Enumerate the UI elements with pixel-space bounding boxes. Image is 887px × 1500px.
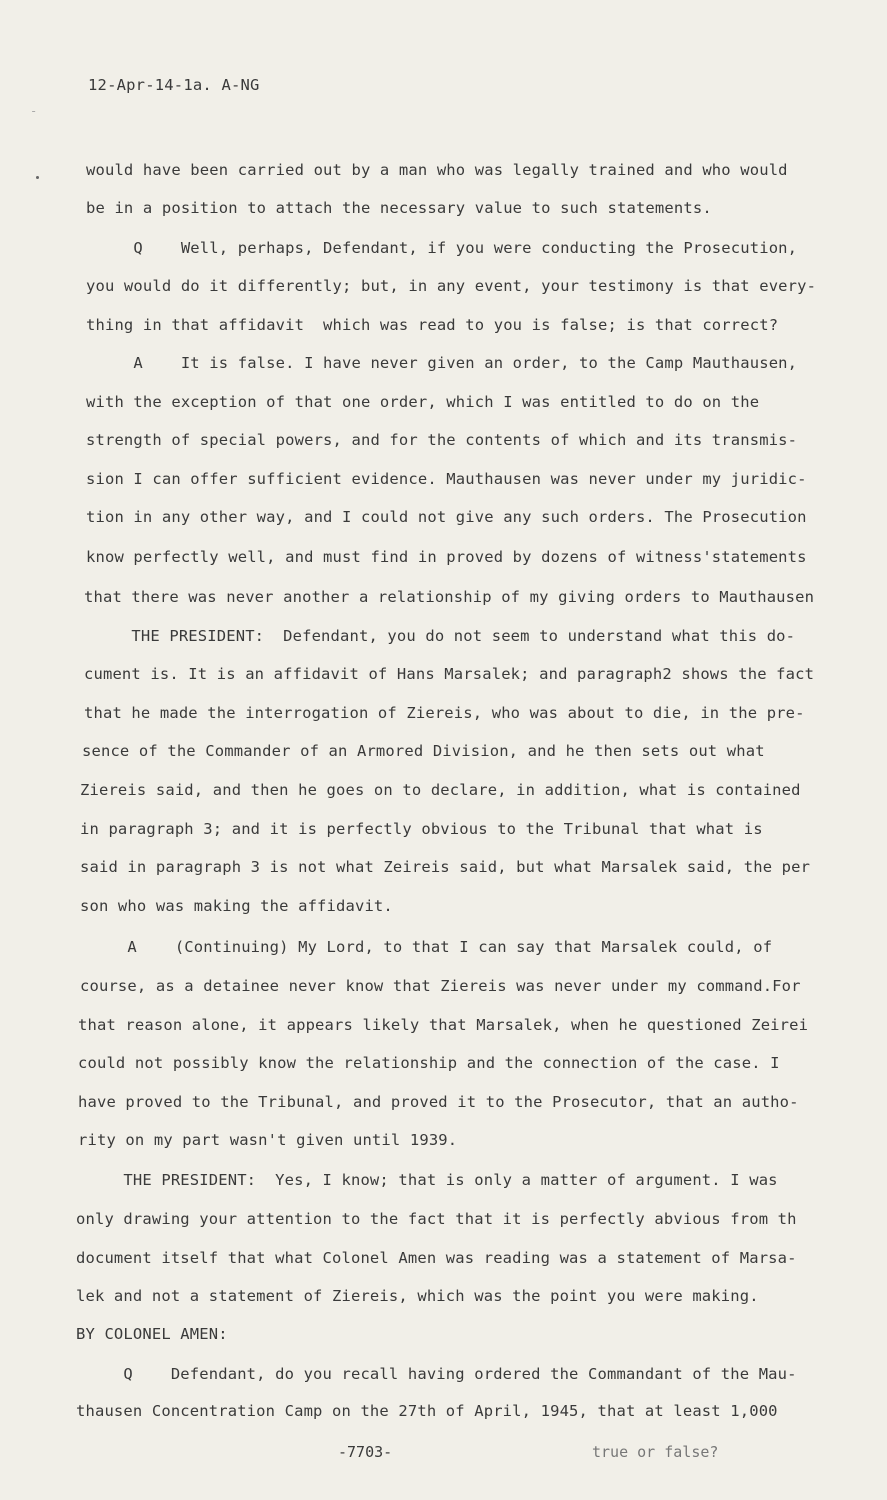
text-line: that he made the interrogation of Ziereis, who was about to die, in the pre- <box>84 704 805 722</box>
text-line: BY COLONEL AMEN: <box>76 1325 228 1343</box>
text-line: only drawing your attention to the fact that it is perfectly abvious from th <box>76 1210 797 1228</box>
text-line: with the exception of that one order, which I was entitled to do on the <box>86 393 760 411</box>
text-line: Q Defendant, do you recall having ordered the Commandant of the Mau- <box>76 1365 797 1383</box>
text-line: A It is false. I have never given an order, to the Camp Mauthausen, <box>86 354 798 372</box>
text-line: in paragraph 3; and it is perfectly obvious to the Tribunal that what is <box>80 820 763 838</box>
text-line: sence of the Commander of an Armored Division, and he then sets out what <box>82 742 765 760</box>
text-line: have proved to the Tribunal, and proved it to the Prosecutor, that an autho- <box>78 1093 799 1111</box>
text-line: cument is. It is an affidavit of Hans Marsalek; and paragraph2 shows the fact <box>84 665 815 683</box>
margin-dash: - <box>30 104 38 118</box>
text-line: would have been carried out by a man who was legally trained and who would <box>86 161 788 179</box>
text-line: could not possibly know the relationship and the connection of the case. I <box>78 1054 780 1072</box>
text-line: Ziereis said, and then he goes on to declare, in addition, what is contained <box>80 781 801 799</box>
text-line: lek and not a statement of Ziereis, which was the point you were making. <box>76 1287 759 1305</box>
text-line: thing in that affidavit which was read to you is false; is that correct? <box>86 316 779 334</box>
text-line: Q Well, perhaps, Defendant, if you were conducting the Prosecution, <box>86 239 798 257</box>
text-line: strength of special powers, and for the contents of which and its transmis- <box>86 431 798 449</box>
text-line: document itself that what Colonel Amen was reading was a statement of Marsa- <box>76 1249 797 1267</box>
text-line: tion in any other way, and I could not give any such orders. The Prosecution <box>86 508 807 526</box>
text-line: thausen Concentration Camp on the 27th of April, 1945, that at least 1,000 <box>76 1402 778 1420</box>
text-line: THE PRESIDENT: Yes, I know; that is only a matter of argument. I was <box>76 1171 778 1189</box>
page-number: -7703- <box>338 1443 393 1461</box>
text-line: son who was making the affidavit. <box>80 897 393 915</box>
text-line: THE PRESIDENT: Defendant, you do not seem to understand what this do- <box>84 627 796 645</box>
margin-mark <box>36 176 39 179</box>
text-line: sion I can offer sufficient evidence. Mauthausen was never under my juridic- <box>86 470 807 488</box>
text-line: know perfectly well, and must find in proved by dozens of witness'statements <box>86 548 807 566</box>
text-line: that there was never another a relationship of my giving orders to Mauthausen <box>84 588 815 606</box>
text-line: be in a position to attach the necessary value to such statements. <box>86 199 712 217</box>
footer-fragment: true or false? <box>592 1443 719 1461</box>
text-line: rity on my part wasn't given until 1939. <box>78 1131 458 1149</box>
text-line: you would do it differently; but, in any event, your testimony is that every- <box>86 277 817 295</box>
text-line: A (Continuing) My Lord, to that I can say that Marsalek could, of <box>80 938 773 956</box>
text-line: that reason alone, it appears likely that Marsalek, when he questioned Zeirei <box>78 1016 809 1034</box>
text-line: course, as a detainee never know that Ziereis was never under my command.For <box>80 977 801 995</box>
text-line: said in paragraph 3 is not what Zeireis said, but what Marsalek said, the per <box>80 858 811 876</box>
page-header: 12-Apr-14-1a. A-NG <box>88 76 260 94</box>
